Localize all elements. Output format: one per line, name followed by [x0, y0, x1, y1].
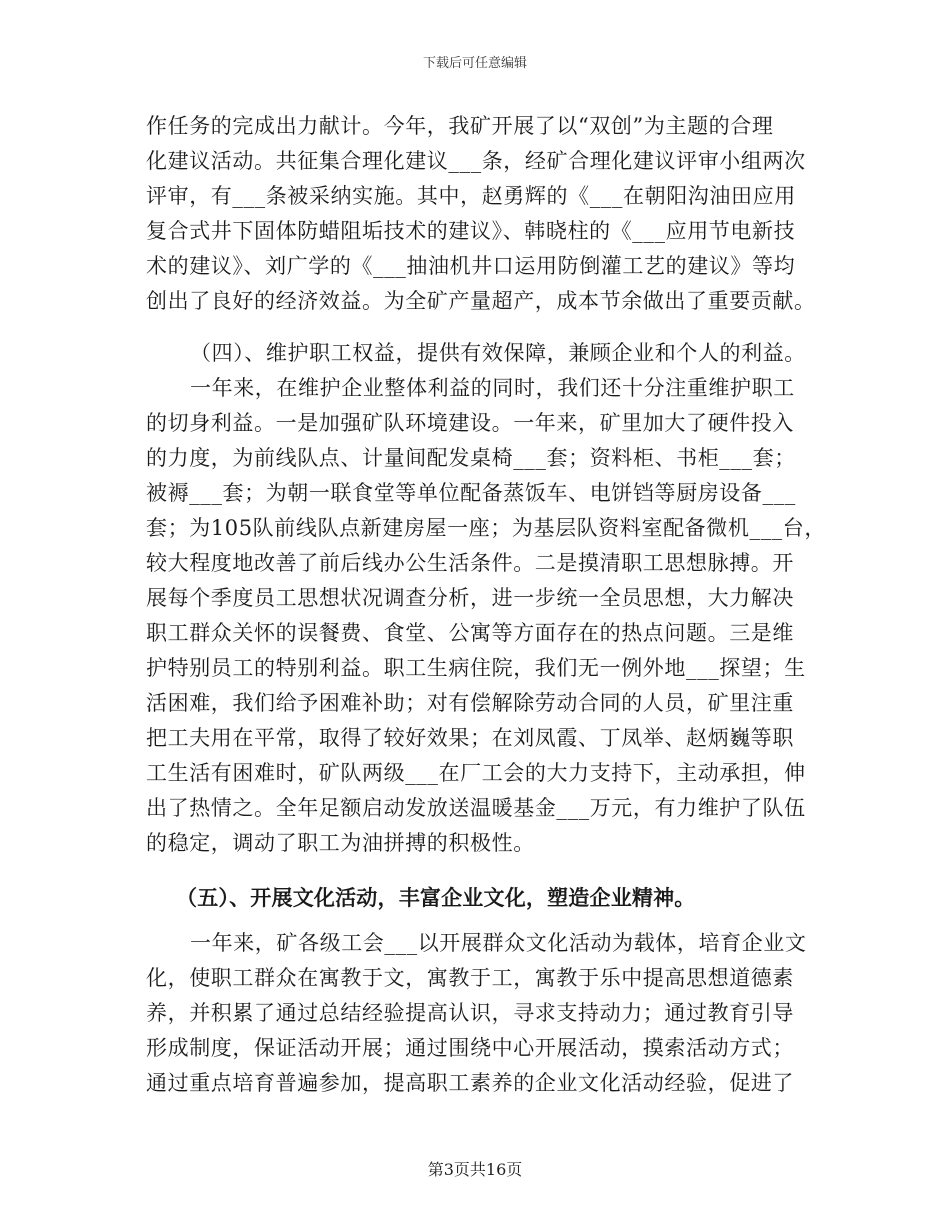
- paragraph-line: 通过重点培育普遍参加，提高职工素养的企业文化活动经验，促进了: [146, 1071, 794, 1095]
- paragraph-line: 作任务的完成出力献计。今年，我矿开展了以“双创”为主题的合理: [146, 114, 774, 138]
- paragraph-line: 工生活有困难时，矿队两级___在厂工会的大力支持下，主动承担，伸: [146, 761, 806, 785]
- paragraph-line: 一年来，矿各级工会___以开展群众文化活动为载体，培育企业文: [190, 931, 807, 955]
- paragraph-line: 被褥___套；为朝一联食堂等单位配备蒸饭车、电饼铛等厨房设备___: [146, 481, 796, 505]
- paragraph-line: 创出了良好的经济效益。为全矿产量超产，成本节余做出了重要贡献。: [146, 289, 816, 313]
- section-heading-five: （五）、开展文化活动，丰富企业文化，塑造企业精神。: [176, 885, 696, 910]
- paragraph-line: 展每个季度员工思想状况调查分析，进一步统一全员思想，大力解决: [146, 586, 794, 610]
- paragraph-line: 复合式井下固体防蜡阻垢技术的建议》、韩晓柱的《___应用节电新技: [146, 219, 796, 243]
- section-heading-four: （四）、维护职工权益，提供有效保障，兼顾企业和个人的利益。: [190, 341, 806, 365]
- paragraph-line: 养，并积累了通过总结经验提高认识，寻求支持动力；通过教育引导: [146, 1001, 794, 1025]
- paragraph-line: 职工群众关怀的误餐费、食堂、公寓等方面存在的热点问题。三是维: [146, 621, 794, 645]
- paragraph-line: 评审，有___条被采纳实施。其中，赵勇辉的《___在朝阳沟油田应用: [146, 184, 796, 208]
- paragraph-line: 化建议活动。共征集合理化建议___条，经矿合理化建议评审小组两次: [146, 149, 806, 173]
- paragraph-line: 的切身利益。一是加强矿队环境建设。一年来，矿里加大了硬件投入: [146, 411, 794, 435]
- page-header: 下载后可任意编辑: [422, 56, 527, 71]
- paragraph-line: 护特别员工的特别利益。职工生病住院，我们无一例外地___探望；生: [146, 656, 806, 680]
- paragraph-line: 的力度，为前线队点、计量间配发桌椅___套；资料柜、书柜___套；: [146, 446, 796, 470]
- paragraph-line: 较大程度地改善了前后线办公生活条件。二是摸清职工思想脉搏。开: [146, 551, 794, 575]
- paragraph-line: 出了热情之。全年足额启动发放送温暖基金___万元，有力维护了队伍: [146, 796, 806, 820]
- paragraph-line: 术的建议》、刘广学的《___抽油机井口运用防倒灌工艺的建议》等均: [146, 254, 796, 278]
- paragraph-line: 的稳定，调动了职工为油拼搏的积极性。: [146, 831, 535, 855]
- paragraph-line: 形成制度，保证活动开展；通过围绕中心开展活动，摸索活动方式；: [146, 1036, 794, 1060]
- paragraph-line: 化，使职工群众在寓教于文，寓教于工，寓教于乐中提高思想道德素: [146, 966, 794, 990]
- page-number: 第3页共16页: [427, 1160, 523, 1179]
- paragraph-line: 把工夫用在平常，取得了较好效果；在刘凤霞、丁凤举、赵炳巍等职: [146, 726, 794, 750]
- paragraph-line: 一年来，在维护企业整体利益的同时，我们还十分注重维护职工: [190, 376, 795, 400]
- paragraph-line: 活困难，我们给予困难补助；对有偿解除劳动合同的人员，矿里注重: [146, 691, 794, 715]
- paragraph-line: 套；为105队前线队点新建房屋一座；为基层队资料室配备微机___台，: [146, 516, 826, 540]
